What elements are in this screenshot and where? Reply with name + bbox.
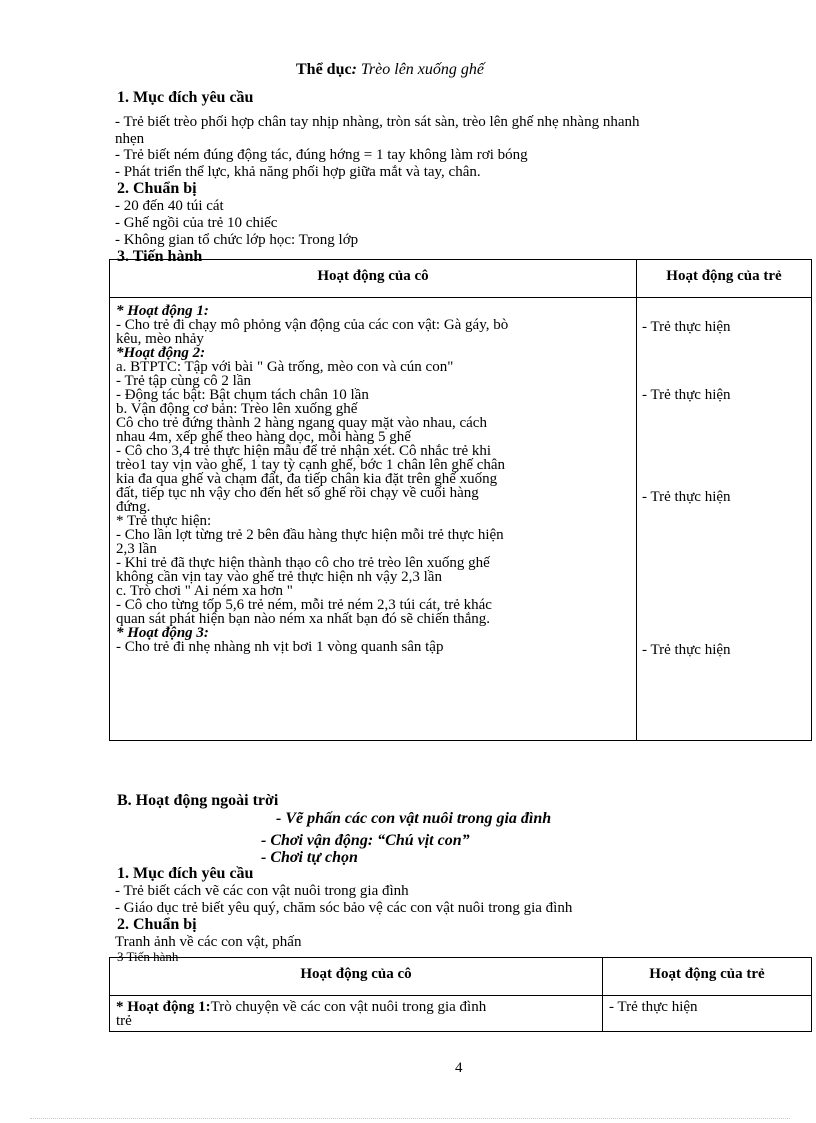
- table-line: a. BTPTC: Tập với bài " Gà trống, mèo con và cún con": [116, 359, 454, 375]
- table-line: - Khi trẻ đã thực hiện thành thạo cô cho trẻ trèo lên xuống ghế: [116, 555, 490, 571]
- table1-child-cell: [637, 298, 812, 741]
- secb-goal-line: - Giáo dục trẻ biết yêu quý, chăm sóc bảo vệ các con vật nuôi trong gia đình: [115, 900, 573, 916]
- table-line: 2,3 lần: [116, 541, 157, 557]
- section-b-heading: B. Hoạt động ngoài trời: [117, 792, 279, 809]
- activity-table-2: [109, 957, 812, 1032]
- table2-header-child: Hoạt động của trẻ: [603, 958, 812, 996]
- title-sep: :: [351, 61, 357, 78]
- table-line: trèo1 tay vịn vào ghế, 1 tay tỳ cạnh ghế, bớc 1 chân lên ghế chân: [116, 457, 506, 473]
- page-title: [296, 62, 484, 77]
- outdoor-item: - Chơi vận động: “Chú vịt con”: [261, 832, 470, 849]
- table-line: c. Trò chơi " Ai ném xa hơn ": [116, 583, 293, 599]
- table-line: nhau 4m, xếp ghế theo hàng dọc, mỗi hàng 5 ghế: [116, 429, 411, 445]
- activity-1-heading: * Hoạt động 1:: [116, 303, 209, 319]
- section-b-prep-heading: 2. Chuẩn bị: [117, 916, 197, 933]
- secb-goal-line: - Trẻ biết cách vẽ các con vật nuôi trong gia đình: [115, 883, 409, 899]
- child-activity: - Trẻ thực hiện: [642, 642, 731, 658]
- table-line: - Cô cho 3,4 trẻ thực hiện mẫu để trẻ nhận xét. Cô nhắc trẻ khi: [116, 443, 492, 459]
- table-line: - Cho trẻ đi chạy mô phỏng vận động của các con vật: Gà gáy, bò: [116, 317, 509, 333]
- outdoor-item: - Vẽ phấn các con vật nuôi trong gia đình: [276, 810, 552, 827]
- activity-2-heading: *Hoạt động 2:: [116, 345, 206, 361]
- table1-header-teacher: Hoạt động của cô: [110, 260, 637, 298]
- table-line: kia đa qua ghế và chạm đất, đa tiếp chân kia đặt trên ghế xuống: [116, 471, 498, 487]
- table-line: Cô cho trẻ đứng thành 2 hàng ngang quay mặt vào nhau, cách: [116, 415, 487, 431]
- table2-activity-text: Trò chuyện về các con vật nuôi trong gia đình: [210, 999, 487, 1015]
- sec2-line: - 20 đến 40 túi cát: [115, 198, 224, 214]
- section-b-goal-heading: 1. Mục đích yêu cầu: [117, 865, 254, 882]
- page-number: 4: [455, 1060, 463, 1076]
- table1-teacher-cell: [110, 298, 637, 741]
- page-bottom-dotted-line: [30, 1118, 790, 1119]
- table-line: * Trẻ thực hiện:: [116, 513, 212, 529]
- table-line: - Cho trẻ đi nhẹ nhàng nh vịt bơi 1 vòng quanh sân tập: [116, 639, 444, 655]
- table-line: - Động tác bật: Bật chụm tách chân 10 lần: [116, 387, 369, 403]
- table2-child-cell: [603, 996, 812, 1032]
- section-3-heading: 3. Tiến hành: [117, 248, 203, 265]
- table-line: không cần vịn tay vào ghế trẻ thực hiện nh vậy 2,3 lần: [116, 569, 442, 585]
- sec2-line: - Không gian tổ chức lớp học: Trong lớp: [115, 232, 359, 248]
- sec1-line: - Trẻ biết ném đúng động tác, đúng hớng = 1 tay không làm rơi bóng: [115, 147, 528, 163]
- activity-3-heading: * Hoạt động 3:: [116, 625, 209, 641]
- table2-teacher-cell: [110, 996, 603, 1032]
- table-line: quan sát phát hiện bạn nào ném xa nhất bạn đó sẽ chiến thắng.: [116, 611, 491, 627]
- table-line: đất, tiếp tục nh vậy cho đến hết số ghế rồi chạy về cuối hàng: [116, 485, 479, 501]
- title-label: Thể dục: [296, 61, 352, 78]
- table1-header-child: Hoạt động của trẻ: [637, 260, 812, 298]
- table-line: đứng.: [116, 499, 151, 515]
- child-activity: - Trẻ thực hiện: [642, 489, 731, 505]
- secb-prep-line: Tranh ảnh về các con vật, phấn: [115, 934, 302, 950]
- table-line: - Cô cho từng tốp 5,6 trẻ ném, mỗi trẻ ném 2,3 túi cát, trẻ khác: [116, 597, 492, 613]
- table2-activity-label: * Hoạt động 1:: [116, 999, 211, 1015]
- sec1-line: - Trẻ biết trèo phối hợp chân tay nhịp nhàng, tròn sát sàn, trèo lên ghế nhẹ nhàng nhanh: [115, 114, 640, 130]
- table-line: - Cho lần lợt từng trẻ 2 bên đầu hàng thực hiện mỗi trẻ thực hiện: [116, 527, 504, 543]
- sec1-line: - Phát triển thể lực, khả năng phối hợp giữa mắt và tay, chân.: [115, 164, 481, 180]
- section-b-proc-heading: 3 Tiến hành: [117, 949, 179, 964]
- child-activity: - Trẻ thực hiện: [642, 387, 731, 403]
- table2-header-teacher: Hoạt động của cô: [110, 958, 603, 996]
- table-line: kêu, mèo nhảy: [116, 331, 204, 347]
- sec1-line: nhẹn: [115, 131, 145, 147]
- outdoor-item: - Chơi tự chọn: [261, 849, 358, 866]
- table-line: b. Vận động cơ bản: Trèo lên xuống ghế: [116, 401, 358, 417]
- child-activity: - Trẻ thực hiện: [609, 999, 698, 1015]
- section-1-heading: 1. Mục đích yêu cầu: [117, 89, 254, 106]
- title-name: Trèo lên xuống ghế: [356, 61, 484, 78]
- section-2-heading: 2. Chuẩn bị: [117, 180, 197, 197]
- table-line: - Trẻ tập cùng cô 2 lần: [116, 373, 251, 389]
- child-activity: - Trẻ thực hiện: [642, 319, 731, 335]
- table2-activity-text2: trẻ: [116, 1013, 132, 1029]
- sec2-line: - Ghế ngồi của trẻ 10 chiếc: [115, 215, 278, 231]
